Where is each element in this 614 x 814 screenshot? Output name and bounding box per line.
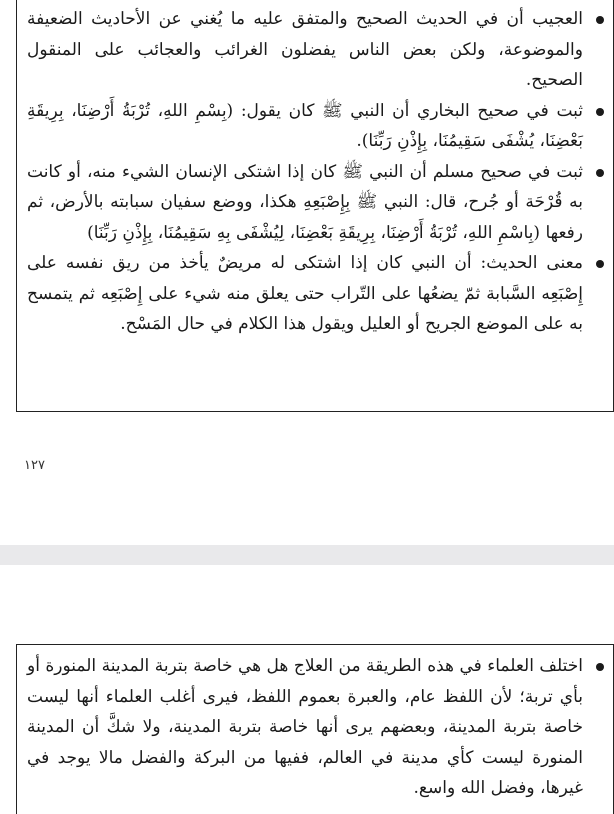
bullet-list-top xyxy=(17,0,613,340)
page-number: ١٢٧ xyxy=(24,458,45,473)
content-box-top xyxy=(16,0,614,412)
bullet-item: معنى الحديث: أن النبي كان إذا اشتكى له مريضٌ يأخذ من ريق نفسه على إِصْبَعِه السَّبابة ثمّ يضعُها على التّراب حتى يعلق منه شيء على إِصْبَعِه ثم يتمسح به على الموضع الجريح أو العليل ويقول هذا الكلام في حال المَسْح. xyxy=(17,248,613,340)
bullet-list-bottom xyxy=(17,645,613,804)
page-separator xyxy=(0,545,614,565)
bullet-item: العجيب أن في الحديث الصحيح والمتفق عليه ما يُغني عن الأحاديث الضعيفة والموضوعة، ولكن بعض الناس يفضلون الغرائب والعجائب على المنقول الصحيح. xyxy=(17,4,613,96)
content-box-bottom xyxy=(16,644,614,814)
bullet-item: ثبت في صحيح البخاري أن النبي ﷺ كان يقول: (بِسْمِ اللهِ، تُرْبَةُ أَرْضِنَا، بِرِيقَةِ بَعْضِنَا، يُشْفَى سَقِيمُنَا، بِإِذْنِ رَبِّنَا). xyxy=(17,96,613,157)
bullet-item: ثبت في صحيح مسلم أن النبي ﷺ كان إذا اشتكى الإنسان الشيء منه، أو كانت به قُرْحَة أو جُرح، قال: النبي ﷺ بِإِصْبَعِهِ هكذا، ووضع سفيان سبابته بالأرض، ثم رفعها (بِاسْمِ اللهِ، تُرْبَةُ أَرْضِنَا، بِرِيقَةِ بَعْضِنَا، لِيُشْفَى بِهِ سَقِيمُنَا، بِإِذْنِ رَبِّنَا) xyxy=(17,157,613,249)
bullet-item: اختلف العلماء في هذه الطريقة من العلاج هل هي خاصة بتربة المدينة المنورة أو بأي تربة؛ لأن اللفظ عام، والعبرة بعموم اللفظ، فيرى أغلب العلماء أنها ليست خاصة بتربة المدينة، وبعضهم يرى أنها خاصة بتربة المدينة، ولا شكَّ أن المدينة المنورة ليست كأي مدينة في العالم، ففيها من البركة والفضل مالا يوجد في غيرها، وفضل الله واسع. xyxy=(17,651,613,804)
